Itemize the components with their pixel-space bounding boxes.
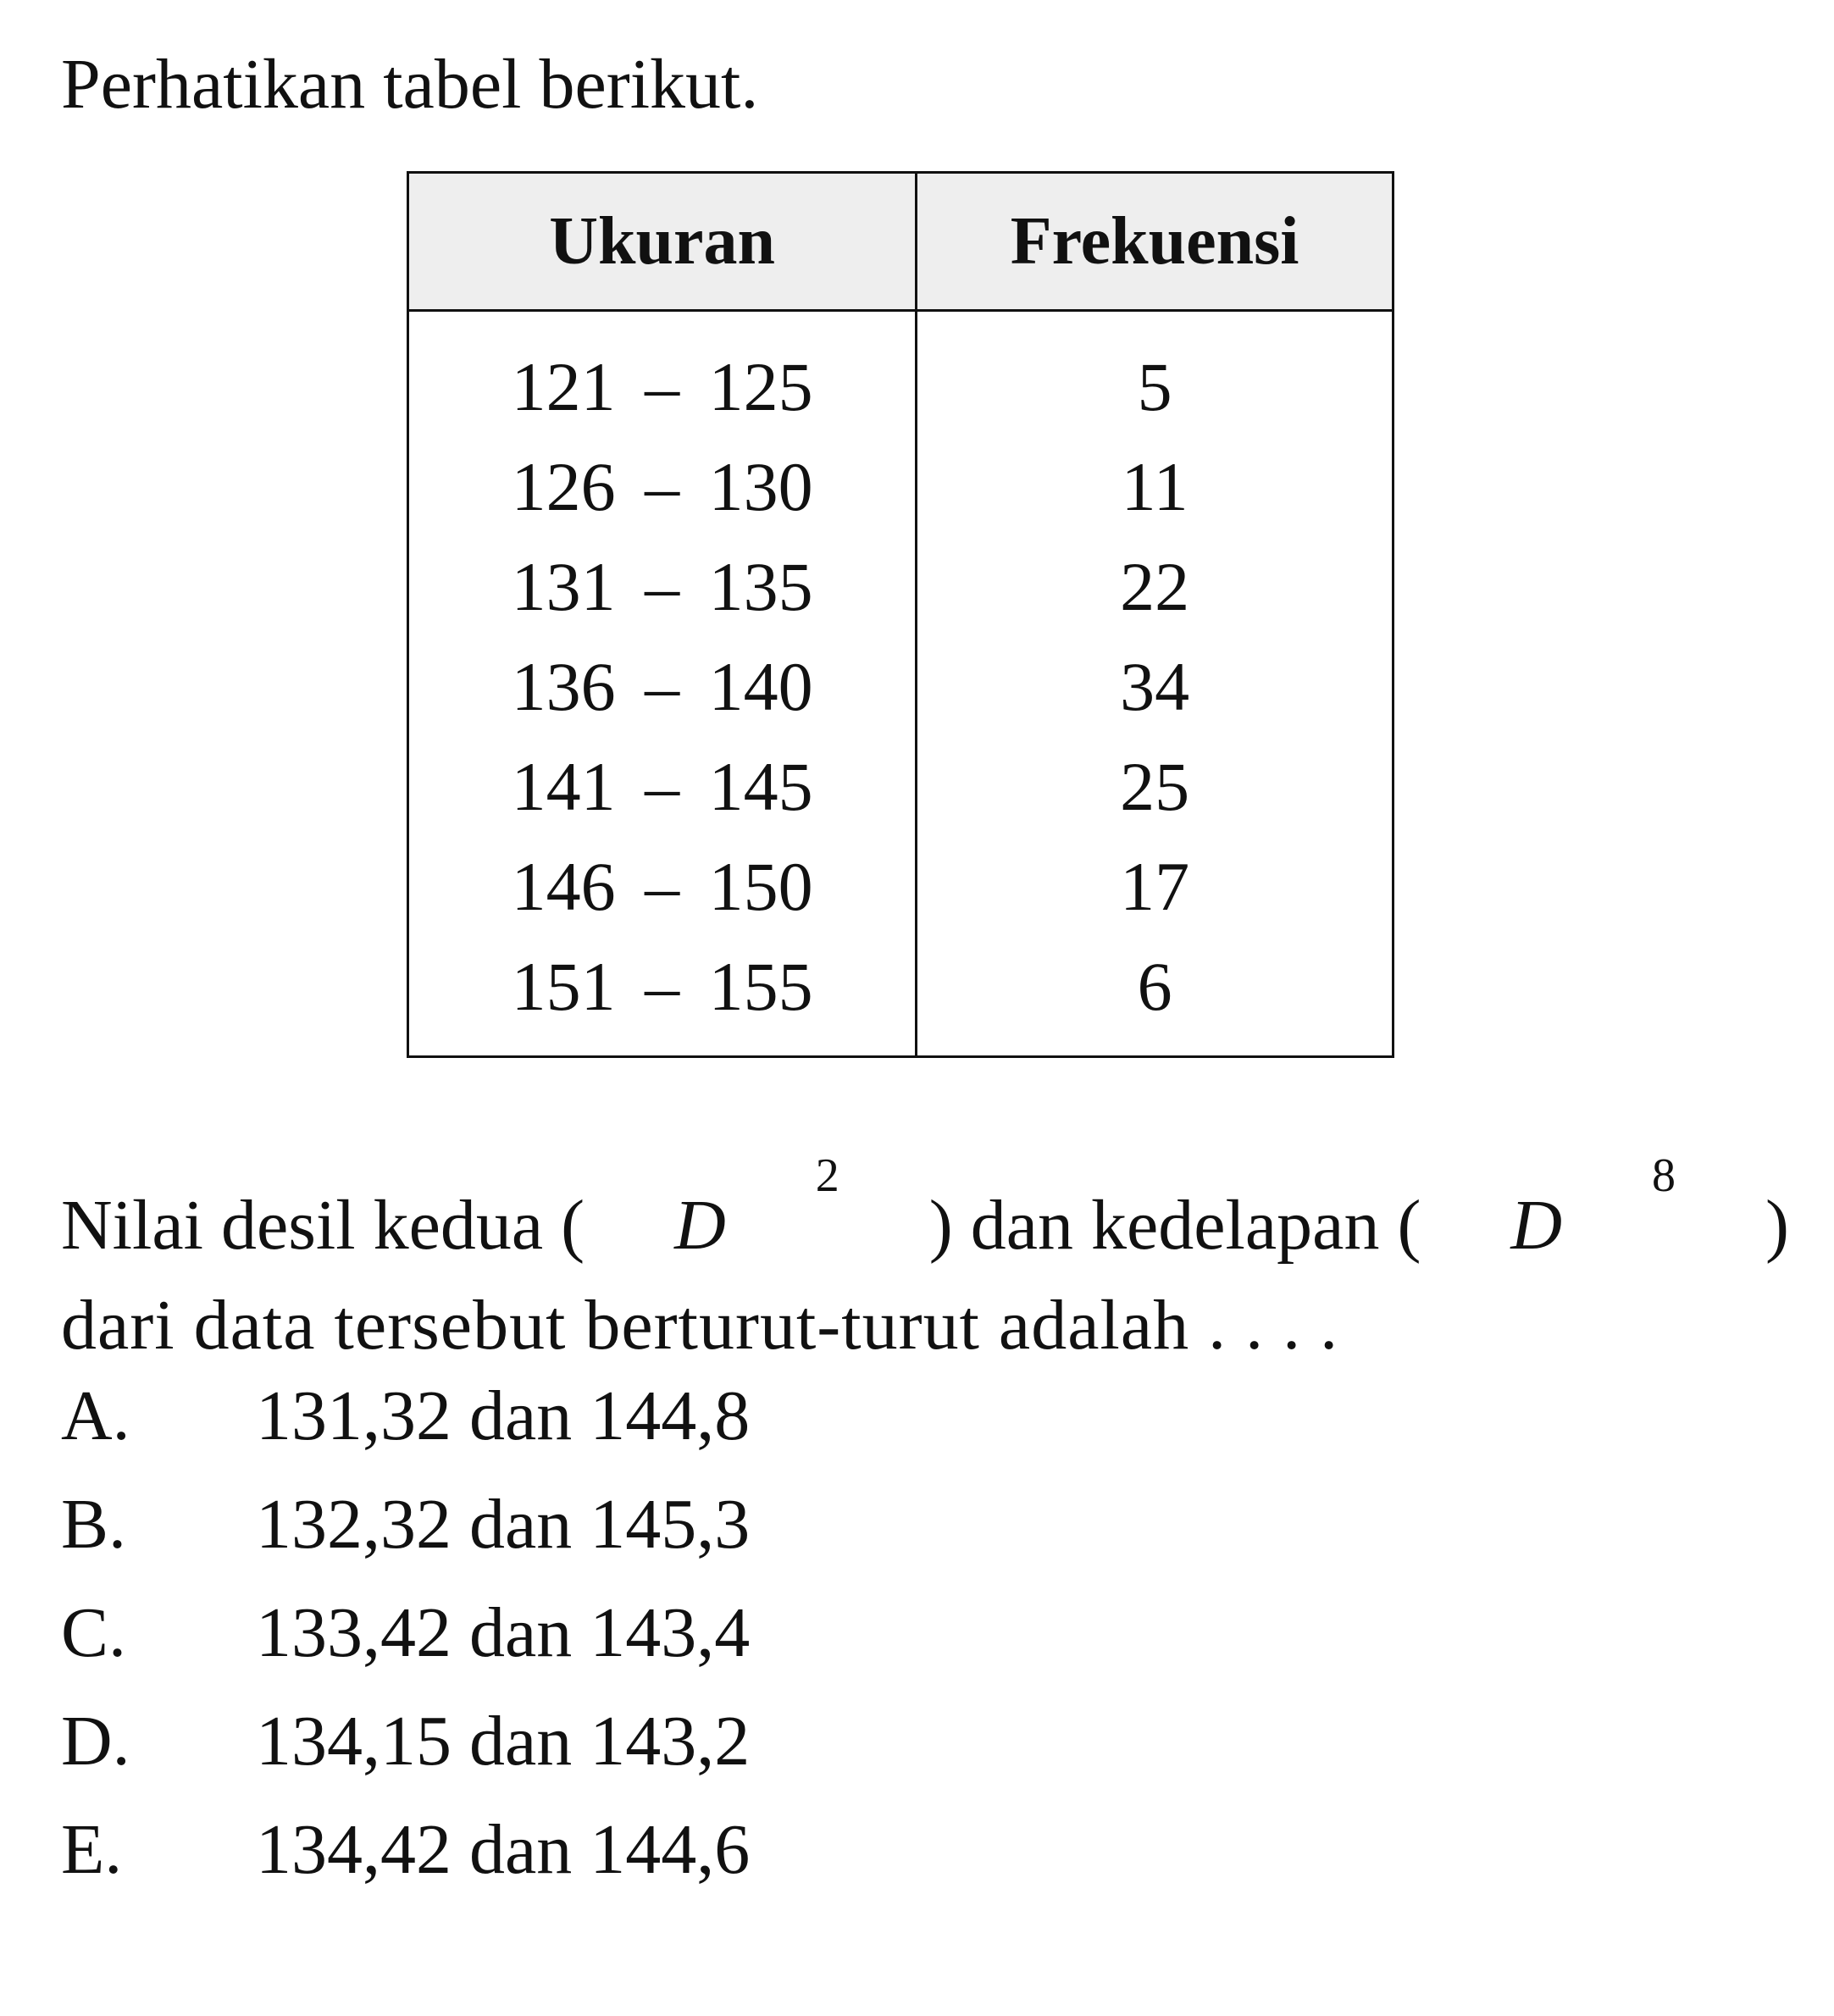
range-dash: –	[645, 348, 680, 425]
range-to: 125	[708, 348, 813, 425]
range-from: 131	[511, 548, 616, 625]
d8-variable: D	[1510, 1186, 1563, 1265]
intro-text: Perhatikan tabel berikut.	[61, 45, 759, 124]
range-from: 141	[511, 748, 616, 825]
option-text: 134,42 dan 144,6	[256, 1810, 751, 1889]
table-row	[408, 311, 1394, 438]
question-line-2: dari data tersebut berturut-turut adalah . . . .	[61, 1286, 1339, 1365]
range-to: 145	[708, 748, 813, 825]
table-row	[408, 637, 1394, 737]
option-a[interactable]	[61, 1362, 750, 1470]
range-dash: –	[645, 748, 680, 825]
table-row	[408, 737, 1394, 837]
range-cell	[408, 937, 917, 1057]
range-from: 146	[511, 848, 616, 925]
table-row	[408, 537, 1394, 637]
question-text	[61, 1149, 1789, 1376]
range-cell	[408, 637, 917, 737]
option-e[interactable]	[61, 1796, 750, 1904]
table-row	[408, 837, 1394, 937]
option-d[interactable]	[61, 1687, 750, 1796]
range-to: 135	[708, 548, 813, 625]
option-letter: B.	[61, 1485, 127, 1564]
d2-subscript: 2	[815, 1149, 839, 1202]
range-dash: –	[645, 548, 680, 625]
option-text: 134,15 dan 143,2	[256, 1702, 751, 1781]
range-from: 136	[511, 648, 616, 725]
option-letter: E.	[61, 1810, 123, 1889]
question-line-1	[61, 1149, 1789, 1276]
option-text: 132,32 dan 145,3	[256, 1485, 751, 1564]
range-cell	[408, 737, 917, 837]
table-row	[408, 937, 1394, 1057]
frequency-cell: 17	[917, 837, 1394, 937]
table-header-row	[408, 173, 1394, 311]
range-to: 140	[708, 648, 813, 725]
question-part-3: )	[1765, 1186, 1789, 1265]
range-dash: –	[645, 648, 680, 725]
range-cell	[408, 437, 917, 537]
option-c[interactable]	[61, 1579, 750, 1687]
range-dash: –	[645, 448, 680, 525]
range-to: 150	[708, 848, 813, 925]
option-letter: D.	[61, 1702, 130, 1781]
table-row	[408, 437, 1394, 537]
option-b[interactable]	[61, 1470, 750, 1579]
frequency-cell: 25	[917, 737, 1394, 837]
d8-subscript: 8	[1652, 1149, 1676, 1202]
question-part-2: ) dan kedelapan (	[928, 1186, 1421, 1265]
range-cell	[408, 311, 917, 438]
range-to: 130	[708, 448, 813, 525]
range-from: 151	[511, 948, 616, 1025]
range-from: 126	[511, 448, 616, 525]
option-letter: C.	[61, 1593, 127, 1672]
range-dash: –	[645, 848, 680, 925]
frequency-table	[407, 171, 1394, 1058]
frequency-cell: 5	[917, 311, 1394, 438]
option-text: 133,42 dan 143,4	[256, 1593, 751, 1672]
frequency-cell: 6	[917, 937, 1394, 1057]
column-header-ukuran: Ukuran	[408, 173, 917, 311]
frequency-cell: 34	[917, 637, 1394, 737]
range-cell	[408, 837, 917, 937]
column-header-frekuensi: Frekuensi	[917, 173, 1394, 311]
range-to: 155	[708, 948, 813, 1025]
frequency-cell: 11	[917, 437, 1394, 537]
d2-variable: D	[674, 1186, 726, 1265]
option-text: 131,32 dan 144,8	[256, 1376, 751, 1455]
range-cell	[408, 537, 917, 637]
range-dash: –	[645, 948, 680, 1025]
question-part-1: Nilai desil kedua (	[61, 1186, 585, 1265]
answer-options	[61, 1362, 750, 1904]
frequency-cell: 22	[917, 537, 1394, 637]
option-letter: A.	[61, 1376, 130, 1455]
range-from: 121	[511, 348, 616, 425]
